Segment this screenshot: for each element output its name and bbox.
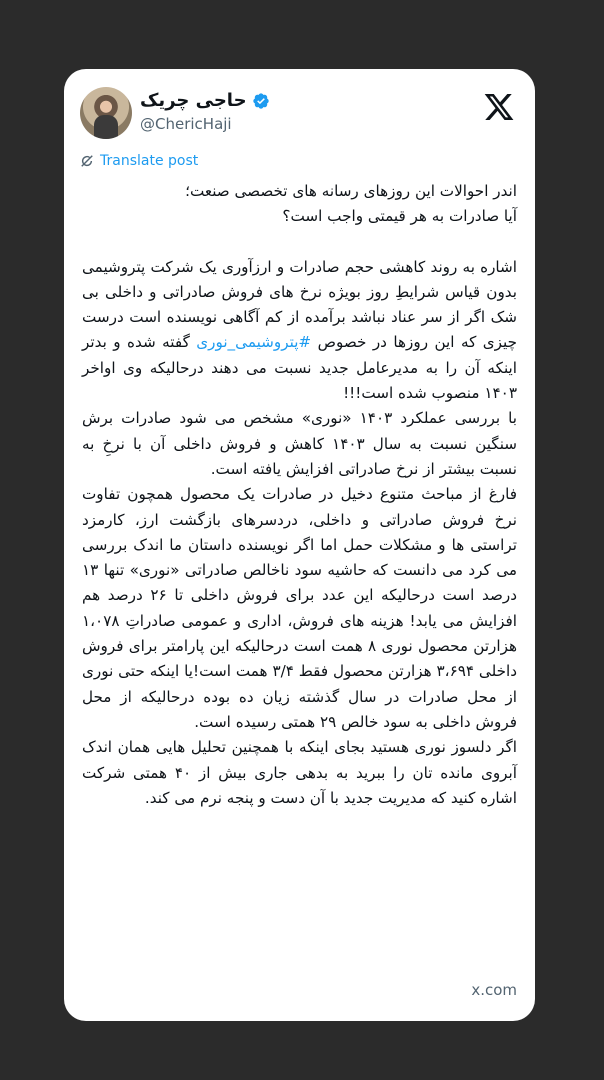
tweet-headline-1: اندر احوالات این روزهای رسانه های تخصصی صنعت؛ [185,182,517,200]
author-handle[interactable]: @ChericHaji [140,115,232,133]
tweet-paragraph-1 [82,255,517,407]
verified-badge-icon [252,92,270,110]
tweet-headline-2: آیا صادرات به هر قیمتی واجب است؟ [282,207,517,226]
translate-icon [80,154,94,168]
tweet-body [82,179,517,811]
tweet-paragraph-3: فارغ از مباحث متنوع دخیل در صادرات یک محصول همچون تفاوت نرخ فروش صادراتی و داخلی، دردسرهای بازگشت ارز، کارمزد تراستی ها و مشکلات حمل اما اگر نویسنده داستان ما اندک بررسی می کرد می دانست که حاشیه سود ناخالص صادراتی «نوری» تنها ۱۳ درصد است درحالیکه این عدد برای فروش داخلی تا ۲۶ درصد هم افزایش می یابد! هزینه های فروش، اداری و عمومی صادراتِ ۱،۰۷۸ هزارتن محصول نوری ۸ همت است درحالیکه این پارامتر برای فروش داخلی ۳،۶۹۴ هزارتن محصول فقط ۳/۴ همت است!یا اینکه حتی نوری از محل صادرات در سال گذشته زیان ده بوده درحالیکه از محل فروش داخلی به سود خالص ۲۹ همتی رسیده است. [82,485,517,731]
tweet-paragraph-4: اگر دلسوز نوری هستید بجای اینکه با همچنین تحلیل هایی همان اندک آبروی مانده تان را ببرید به بدهی جاری بیش از ۴۰ همتی شرکت اشاره کنید که مدیریت جدید با آن دست و پنجه نرم می کند. [82,738,517,807]
translate-label[interactable]: Translate post [100,153,199,169]
x-logo-icon[interactable] [483,91,515,123]
source-link[interactable]: x.com [471,981,517,999]
p1-text-start: اشاره به روند کاهشی حجم صادرات و ارزآوری یک شرکت پتروشیمی بدون قیاس شرایطِ روز بویژه نرخ های فروش صادراتی و داخلی بی شک اگر از سر عناد نباشد برآمده از کم آگاهی نویسنده است درست چیزی که این روزها در خصوص [82,257,518,352]
author-block[interactable] [140,90,270,133]
post-header [80,85,519,141]
translate-post-link[interactable] [80,153,198,169]
avatar[interactable] [80,87,132,139]
p1-text-end: گفته شده و بدتر اینکه آن را به مدیرعامل جدید نسبت می دهند درحالیکه وی اواخر ۱۴۰۳ منصوب شده است!!! [82,333,517,403]
post-card[interactable] [64,69,535,1021]
author-name[interactable]: حاجی چریک [140,90,247,111]
hashtag-link[interactable]: #پتروشیمی_نوری [196,333,312,352]
tweet-paragraph-2: با بررسی عملکرد ۱۴۰۳ «نوری» مشخص می شود صادرات برش سنگین نسبت به سال ۱۴۰۳ کاهش و فروش داخلی آن با نرخِ به نسبت بیشتر از نرخ صادراتی افزایش یافته است. [82,409,518,478]
